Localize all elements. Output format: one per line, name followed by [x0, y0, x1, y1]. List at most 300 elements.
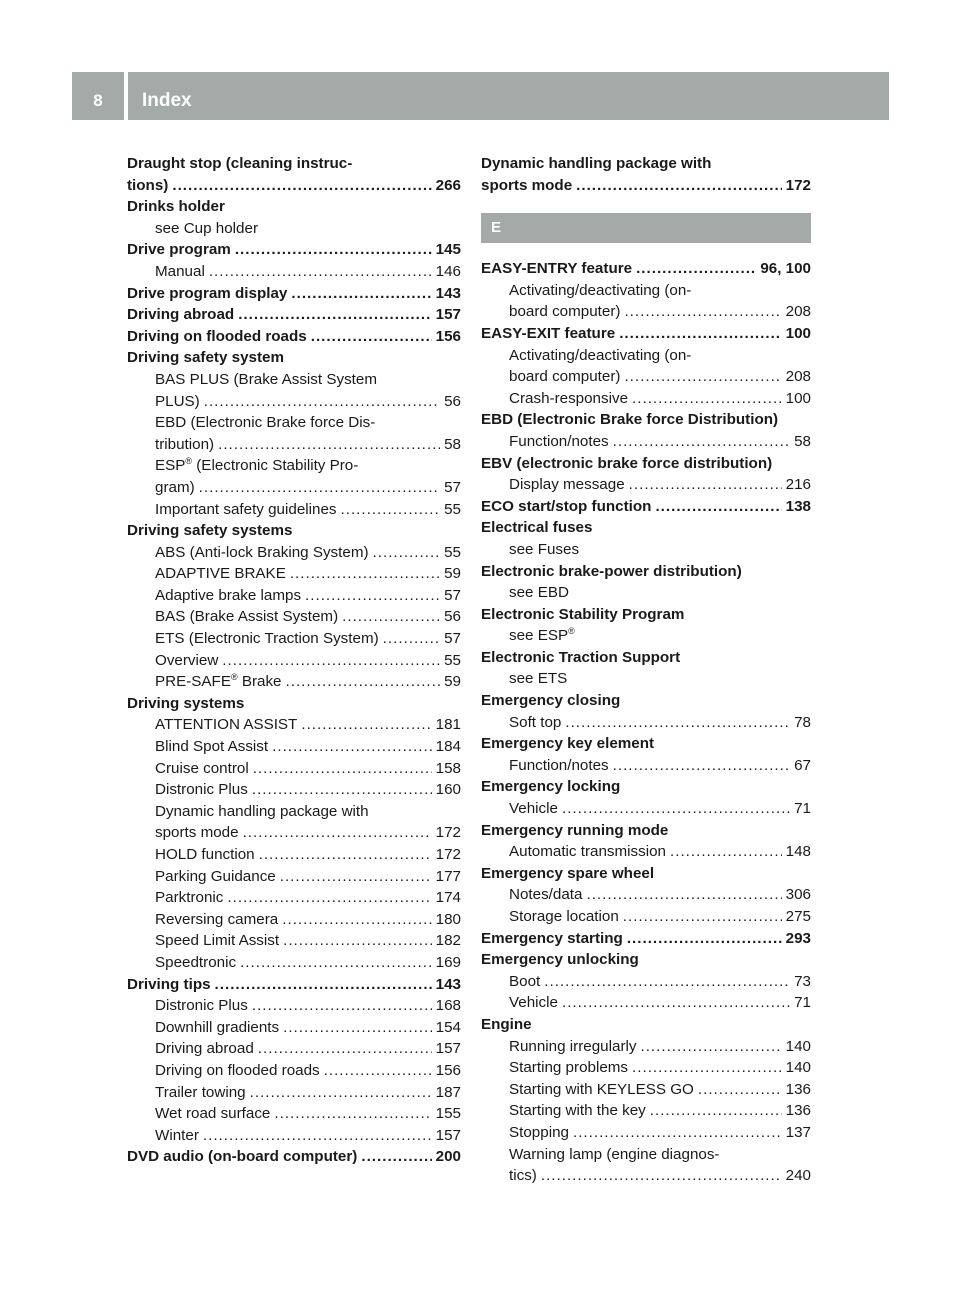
page-reference: 140	[785, 1059, 811, 1077]
index-subentry	[127, 844, 461, 866]
page-reference: 59	[444, 565, 461, 583]
entry-text: board computer)	[509, 303, 621, 321]
page-reference: 148	[785, 843, 811, 861]
leader-dots	[562, 992, 790, 1014]
index-subentry	[127, 434, 461, 456]
page-reference: 200	[435, 1148, 461, 1166]
page-reference: 157	[435, 1126, 461, 1144]
index-subentry	[127, 1082, 461, 1104]
page-reference: 156	[435, 327, 461, 345]
entry-text: EBV (electronic brake force distribution)	[481, 454, 773, 472]
entry-text: Function/notes	[509, 756, 609, 774]
leader-dots	[650, 1100, 782, 1122]
entry-text: EBD (Electronic Brake force Distribution)	[481, 411, 779, 429]
index-entry	[127, 693, 461, 715]
entry-text: Vehicle	[509, 800, 558, 818]
entry-text: gram)	[155, 478, 195, 496]
entry-text: tics)	[509, 1167, 537, 1185]
index-entry	[127, 283, 461, 305]
index-subentry	[481, 884, 811, 906]
leader-dots	[341, 499, 441, 521]
entry-text: Function/notes	[509, 432, 609, 450]
page-reference: 174	[435, 889, 461, 907]
index-subentry	[127, 866, 461, 888]
leader-dots	[291, 283, 431, 305]
entry-text: Speedtronic	[155, 953, 237, 971]
page-reference: 58	[444, 435, 461, 453]
entry-text: Electronic Stability Program	[481, 605, 685, 623]
entry-text: ABS (Anti-lock Braking System)	[155, 543, 369, 561]
entry-text: Overview	[155, 651, 219, 669]
leader-dots	[636, 258, 756, 280]
index-subentry	[127, 455, 461, 477]
page-reference: 137	[785, 1123, 811, 1141]
leader-dots	[283, 1017, 432, 1039]
page-reference: 208	[785, 303, 811, 321]
leader-dots	[576, 175, 782, 197]
leader-dots	[258, 1038, 432, 1060]
page-reference: 57	[444, 478, 461, 496]
index-entry	[481, 733, 811, 755]
index-subentry	[481, 755, 811, 777]
entry-text: see Fuses	[509, 540, 580, 558]
index-subentry	[127, 1103, 461, 1125]
entry-text: Display message	[509, 476, 625, 494]
entry-text: PLUS)	[155, 392, 200, 410]
leader-dots	[624, 366, 781, 388]
index-subentry	[481, 971, 811, 993]
entry-text: Storage location	[509, 908, 619, 925]
index-subentry	[127, 369, 461, 391]
index-entry	[481, 820, 811, 842]
index-entry	[481, 690, 811, 712]
section-letter-bar: E	[481, 213, 811, 243]
entry-text: EASY-EXIT feature	[481, 324, 616, 342]
leader-dots	[215, 974, 432, 996]
leader-dots	[218, 434, 440, 456]
index-subentry	[127, 887, 461, 909]
index-subentry	[481, 366, 811, 388]
entry-text: Driving on flooded roads	[127, 327, 307, 345]
entry-text: Driving tips	[127, 975, 211, 993]
index-subentry	[481, 388, 811, 410]
leader-dots	[250, 1082, 432, 1104]
leader-dots	[238, 304, 431, 326]
leader-dots	[252, 995, 432, 1017]
leader-dots	[627, 928, 782, 950]
page-reference: 56	[444, 608, 461, 626]
entry-text: Parktronic	[155, 889, 224, 907]
index-entry	[481, 517, 811, 539]
page-reference: 136	[785, 1080, 811, 1098]
page-reference: 96, 100	[760, 260, 811, 278]
index-entry	[127, 239, 461, 261]
index-subentry	[481, 539, 811, 561]
entry-text: Wet road surface	[155, 1105, 271, 1123]
page-reference: 57	[444, 586, 461, 604]
index-subentry	[127, 1060, 461, 1082]
page-reference: 56	[444, 392, 461, 410]
leader-dots	[619, 323, 781, 345]
entry-text: BAS PLUS (Brake Assist System	[155, 370, 377, 388]
leader-dots	[324, 1060, 432, 1082]
entry-text: Draught stop (cleaning instruc-	[127, 155, 353, 172]
leader-dots	[613, 755, 790, 777]
page-reference: 71	[794, 800, 811, 818]
leader-dots	[203, 1125, 432, 1147]
index-subentry	[127, 261, 461, 283]
leader-dots	[565, 712, 790, 734]
index-entry	[481, 561, 811, 583]
index-entry	[127, 520, 461, 542]
entry-text: Dynamic handling package with	[481, 155, 712, 172]
entry-text: Manual	[155, 262, 205, 280]
page-reference: 138	[785, 497, 811, 515]
entry-text: Activating/deactivating (on-	[509, 346, 692, 364]
page-reference: 184	[435, 738, 461, 756]
index-subentry	[127, 606, 461, 628]
leader-dots	[199, 477, 440, 499]
leader-dots	[670, 841, 782, 863]
entry-text: Notes/data	[509, 886, 583, 904]
leader-dots	[311, 326, 432, 348]
leader-dots	[240, 952, 432, 974]
index-entry	[127, 974, 461, 996]
index-entry	[127, 1146, 461, 1168]
index-subentry	[127, 909, 461, 931]
index-entry	[127, 153, 461, 175]
index-subentry	[481, 906, 811, 928]
leader-dots	[640, 1036, 781, 1058]
page-reference: 100	[785, 324, 811, 342]
leader-dots	[629, 474, 782, 496]
index-subentry	[127, 671, 461, 693]
index-subentry	[127, 650, 461, 672]
leader-dots	[283, 930, 432, 952]
entry-text: Winter	[155, 1126, 199, 1144]
entry-text: DVD audio (on-board computer)	[127, 1148, 358, 1166]
page-reference: 136	[785, 1102, 811, 1120]
entry-text: Emergency starting	[481, 929, 623, 947]
index-subentry	[127, 391, 461, 413]
entry-text: board computer)	[509, 368, 621, 386]
entry-text: Vehicle	[509, 994, 558, 1012]
page-reference: 172	[785, 176, 811, 194]
leader-dots	[253, 758, 432, 780]
index-subentry	[127, 218, 461, 240]
page-reference: 172	[435, 846, 461, 863]
entry-text: Parking Guidance	[155, 867, 276, 885]
index-subentry	[481, 1100, 811, 1122]
leader-dots	[252, 779, 432, 801]
page-reference: 157	[435, 306, 461, 324]
entry-text: HOLD function	[155, 846, 255, 863]
index-subentry	[481, 280, 811, 302]
leader-dots	[544, 971, 790, 993]
entry-text: Starting with KEYLESS GO	[509, 1080, 694, 1098]
leader-dots	[624, 301, 781, 323]
leader-dots	[573, 1122, 782, 1144]
leader-dots	[272, 736, 432, 758]
page-reference: 160	[435, 781, 461, 799]
index-subentry	[481, 1036, 811, 1058]
leader-dots	[632, 388, 782, 410]
page-header	[72, 72, 889, 120]
entry-text: Driving on flooded roads	[155, 1061, 320, 1079]
page-reference: 73	[794, 972, 811, 990]
leader-dots	[280, 866, 432, 888]
index-entry	[481, 496, 811, 518]
index-subentry	[481, 1122, 811, 1144]
entry-text: see ETS	[509, 670, 568, 688]
page-reference: 158	[435, 759, 461, 777]
entry-text: Distronic Plus	[155, 997, 248, 1015]
entry-text: tions)	[127, 176, 169, 194]
entry-text: BAS (Brake Assist System)	[155, 608, 339, 626]
entry-text: Speed Limit Assist	[155, 932, 280, 950]
index-subentry	[481, 431, 811, 453]
index-subentry	[127, 822, 461, 844]
entry-text: PRE-SAFE® Brake	[155, 672, 282, 691]
index-entry	[127, 326, 461, 348]
index-subentry	[127, 477, 461, 499]
page-reference: 55	[444, 543, 461, 561]
entry-text: Driving abroad	[155, 1040, 254, 1058]
index-subentry	[127, 542, 461, 564]
entry-text: see EBD	[509, 584, 569, 602]
leader-dots	[623, 906, 782, 928]
index-subentry	[127, 1038, 461, 1060]
page-reference: 182	[435, 932, 461, 950]
index-entry	[481, 323, 811, 345]
leader-dots	[305, 585, 440, 607]
entry-text: Drinks holder	[127, 198, 225, 216]
page-reference: 157	[435, 1040, 461, 1058]
index-column-left	[127, 153, 461, 1168]
leader-dots	[562, 798, 790, 820]
page-reference: 140	[785, 1037, 811, 1055]
entry-text: Running irregularly	[509, 1037, 637, 1055]
entry-text: ECO start/stop function	[481, 497, 652, 515]
entry-text: Soft top	[509, 713, 562, 731]
leader-dots	[209, 261, 432, 283]
page-reference: 154	[435, 1018, 461, 1036]
entry-text: Warning lamp (engine diagnos-	[509, 1145, 720, 1163]
index-subentry	[481, 301, 811, 323]
entry-text: Dynamic handling package with	[155, 802, 369, 820]
index-entry	[481, 604, 811, 626]
index-subentry	[127, 801, 461, 823]
page-reference: 216	[785, 476, 811, 494]
leader-dots	[373, 542, 441, 564]
page-reference: 181	[435, 716, 461, 734]
page-reference: 180	[435, 910, 461, 928]
registered-mark: ®	[185, 456, 193, 467]
index-entry	[481, 949, 811, 971]
page-reference: 100	[785, 389, 811, 407]
entry-text: Driving abroad	[127, 306, 235, 324]
page-reference: 172	[435, 824, 461, 842]
index-subentry	[481, 582, 811, 604]
entry-text: EBD (Electronic Brake force Dis-	[155, 414, 376, 432]
index-entry	[127, 175, 461, 197]
leader-dots	[301, 714, 431, 736]
page-reference: 55	[444, 500, 461, 518]
index-subentry	[127, 995, 461, 1017]
leader-dots	[235, 239, 432, 261]
page-reference: 240	[785, 1167, 811, 1185]
leader-dots	[655, 496, 781, 518]
index-entry	[481, 175, 811, 197]
page-reference: 58	[794, 432, 811, 450]
index-entry	[481, 453, 811, 475]
entry-text: Crash-responsive	[509, 389, 629, 407]
page-number: 8	[93, 91, 103, 110]
page-reference: 143	[435, 975, 461, 993]
entry-text: Drive program display	[127, 284, 288, 302]
page-reference: 168	[435, 997, 461, 1015]
leader-dots	[286, 671, 441, 693]
entry-text: Activating/deactivating (on-	[509, 281, 692, 299]
leader-dots	[243, 822, 432, 844]
index-subentry	[481, 1144, 811, 1166]
index-subentry	[481, 345, 811, 367]
index-subentry	[127, 1017, 461, 1039]
page-title: Index	[142, 90, 192, 111]
entry-text: ESP® (Electronic Stability Pro-	[155, 456, 359, 475]
index-subentry	[481, 625, 811, 647]
index-entry	[481, 153, 811, 175]
page-reference: 145	[435, 241, 461, 259]
page-reference: 55	[444, 651, 461, 669]
page-reference: 266	[435, 176, 461, 194]
entry-text: Drive program	[127, 241, 231, 259]
index-entry	[481, 647, 811, 669]
entry-text: Emergency key element	[481, 735, 655, 753]
entry-text: Automatic transmission	[509, 843, 666, 861]
leader-dots	[586, 884, 781, 906]
leader-dots	[282, 909, 431, 931]
page-reference: 146	[435, 262, 461, 280]
entry-text: see ESP®	[509, 626, 575, 645]
entry-text: Electronic brake-power distribution)	[481, 562, 742, 580]
entry-text: Driving safety system	[127, 349, 285, 367]
entry-text: EASY-ENTRY feature	[481, 260, 633, 278]
leader-dots	[613, 431, 790, 453]
entry-text: Reversing camera	[155, 910, 279, 928]
leader-dots	[222, 650, 440, 672]
index-subentry	[127, 758, 461, 780]
index-subentry	[481, 1165, 811, 1187]
page-reference: 143	[435, 284, 461, 302]
leader-dots	[342, 606, 440, 628]
registered-mark: ®	[568, 626, 575, 637]
index-subentry	[127, 412, 461, 434]
page-reference: 177	[435, 867, 461, 885]
index-entry	[481, 258, 811, 280]
entry-text: Emergency closing	[481, 692, 621, 710]
page-reference: 169	[435, 953, 461, 971]
index-subentry	[127, 736, 461, 758]
entry-text: see Cup holder	[155, 219, 259, 237]
entry-text: ADAPTIVE BRAKE	[155, 565, 286, 583]
page-reference: 71	[794, 994, 811, 1012]
entry-text: Starting problems	[509, 1059, 629, 1077]
entry-text: Emergency unlocking	[481, 951, 639, 969]
index-subentry	[127, 930, 461, 952]
leader-dots	[541, 1165, 782, 1187]
index-subentry	[481, 1057, 811, 1079]
page-reference: 155	[435, 1105, 461, 1123]
entry-text: Distronic Plus	[155, 781, 248, 799]
entry-text: Starting with the key	[509, 1102, 646, 1120]
index-entry	[481, 776, 811, 798]
page-reference: 78	[794, 713, 811, 731]
entry-text: sports mode	[481, 176, 573, 194]
index-subentry	[127, 585, 461, 607]
entry-text: Blind Spot Assist	[155, 738, 269, 756]
page-reference: 293	[785, 929, 811, 947]
entry-text: Emergency locking	[481, 778, 621, 796]
page-reference: 156	[435, 1061, 461, 1079]
index-subentry	[481, 712, 811, 734]
leader-dots	[274, 1103, 431, 1125]
index-subentry	[481, 841, 811, 863]
index-subentry	[127, 628, 461, 650]
entry-text: Trailer towing	[155, 1083, 246, 1101]
index-column-right	[481, 153, 811, 1187]
leader-dots	[204, 391, 440, 413]
entry-text: tribution)	[155, 435, 215, 453]
index-entry	[481, 409, 811, 431]
page-reference: 67	[794, 756, 811, 774]
index-entry	[127, 304, 461, 326]
index-subentry	[481, 474, 811, 496]
leader-dots	[290, 563, 440, 585]
entry-text: Downhill gradients	[155, 1018, 280, 1036]
leader-dots	[361, 1146, 431, 1168]
index-subentry	[127, 952, 461, 974]
leader-dots	[172, 175, 431, 197]
index-subentry	[127, 1125, 461, 1147]
page-reference: 57	[444, 630, 461, 648]
entry-text: Cruise control	[155, 759, 249, 777]
entry-text: Boot	[509, 972, 541, 990]
leader-dots	[632, 1057, 782, 1079]
page-reference: 187	[435, 1083, 461, 1101]
index-subentry	[481, 992, 811, 1014]
page-reference: 306	[785, 886, 811, 904]
header-divider	[124, 72, 128, 120]
page-reference: 59	[444, 673, 461, 691]
index-subentry	[481, 668, 811, 690]
index-entry	[127, 196, 461, 218]
leader-dots	[227, 887, 431, 909]
page-reference: 208	[785, 368, 811, 386]
entry-text: Driving safety systems	[127, 522, 293, 540]
entry-text: Electrical fuses	[481, 519, 593, 537]
registered-mark: ®	[230, 672, 238, 683]
entry-text: Driving systems	[127, 694, 245, 712]
index-entry	[481, 1014, 811, 1036]
entry-text: Electronic Traction Support	[481, 648, 681, 666]
index-entry	[127, 347, 461, 369]
leader-dots	[698, 1079, 782, 1101]
leader-dots	[383, 628, 440, 650]
entry-text: Engine	[481, 1015, 532, 1033]
index-subentry	[481, 1079, 811, 1101]
index-subentry	[127, 714, 461, 736]
